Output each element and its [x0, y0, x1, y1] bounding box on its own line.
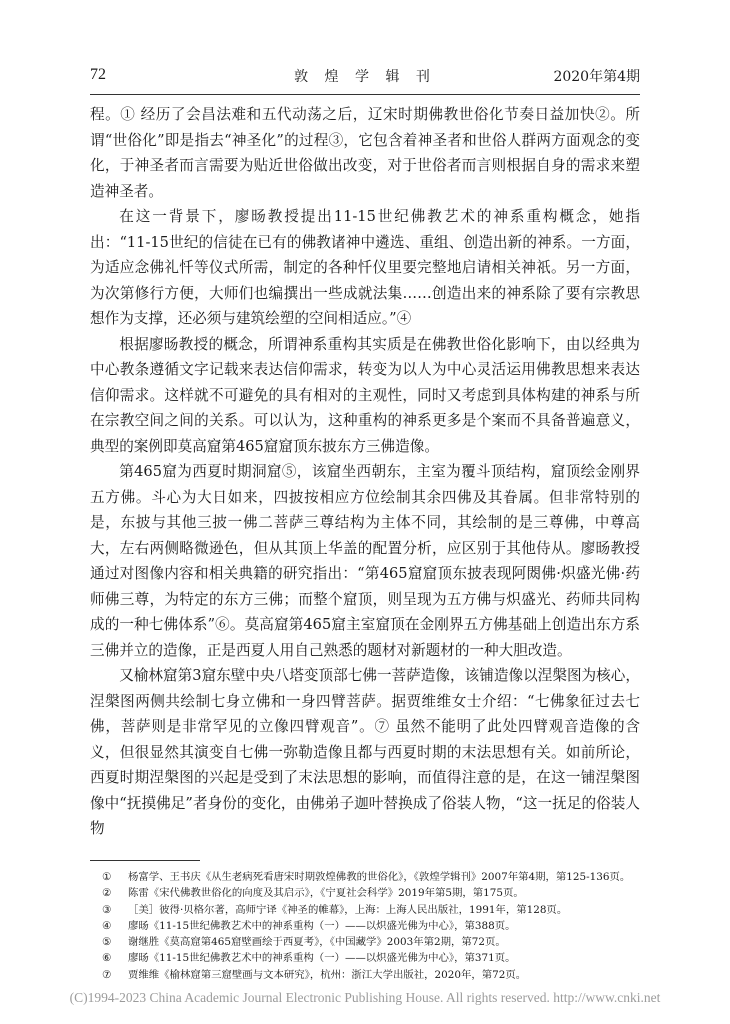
footnote	[90, 869, 640, 885]
footnote-number: ⑤	[102, 936, 112, 949]
paragraph: 在这一背景下，廖旸教授提出11-15世纪佛教艺术的神系重构概念，她指出：“11-15世纪的信徒在已有的佛教诸神中遴选、重组、创造出新的神系。一方面，为适应念佛礼忏等仪式所需，制定的各种忏仪里要完整地启请相关神祇。另一方面，为次第修行方便，大师们也编撰出一些成就法集……创造出来的神系除了要有宗教思想作为支撑，还必须与建筑绘塑的空间相适应。”④	[90, 208, 640, 327]
body-text	[90, 102, 640, 842]
footnote-text: 廖旸《11-15世纪佛教艺术中的神系重构（一）——以炽盛光佛为中心》，第371页。	[128, 952, 516, 965]
journal-title: 敦 煌 学 辑 刊	[294, 69, 436, 85]
copyright-footer: (C)1994-2023 China Academic Journal Electronic Publishing House. All rights reserved. http://www.cnki.net	[69, 990, 661, 1005]
footnote	[90, 934, 640, 950]
footnote-text: 杨富学、王书庆《从生老病死看唐宋时期敦煌佛教的世俗化》，《敦煌学辑刊》2007年第4期，第125-136页。	[128, 871, 631, 883]
footnote-text: 陈雷《宋代佛教世俗化的向度及其启示》，《宁夏社会科学》2019年第5期，第175页。	[128, 887, 524, 900]
issue-label: 2020年第4期	[553, 69, 640, 85]
footnote	[90, 885, 640, 901]
paragraph: 又榆林窟第3窟东壁中央八塔变顶部七佛一菩萨造像，该铺造像以涅槃图为核心，涅槃图两侧共绘制七身立佛和一身四臂菩萨。据贾维维女士介绍：“七佛象征过去七佛，菩萨则是非常罕见的立像四臂观音”。⑦ 虽然不能明了此处四臂观音造像的含义，但很显然其演变自七佛一弥勒造像且都与西夏时期的末法思想有关。如前所论，西夏时期涅槃图的兴起是受到了末法思想的影响，而值得注意的是，在这一铺涅槃图像中“抚摸佛足”者身份的变化，由佛弟子迦叶替换成了俗装人物，“这一抚足的俗装人物	[90, 667, 640, 837]
running-header	[90, 66, 640, 90]
footnote-number: ②	[102, 887, 112, 900]
footnote-number: ①	[102, 871, 112, 883]
page-number: 72	[90, 66, 106, 83]
footnote	[90, 950, 640, 966]
footnote-number: ④	[102, 919, 112, 932]
footnote-text: 贾维维《榆林窟第三窟壁画与文本研究》，杭州：浙江大学出版社，2020年，第72页。	[128, 968, 527, 981]
footnote-rule	[90, 860, 200, 861]
footnote-number: ⑥	[102, 952, 112, 965]
header-rule	[90, 94, 640, 95]
footnote-text: 廖旸《11-15世纪佛教艺术中的神系重构（一）——以炽盛光佛为中心》，第388页。	[128, 919, 516, 932]
paragraph: 第465窟为西夏时期洞窟⑤，该窟坐西朝东，主室为覆斗顶结构，窟顶绘金刚界五方佛。斗心为大日如来，四披按相应方位绘制其余四佛及其眷属。但非常特别的是，东披与其他三披一佛二菩萨三尊结构为主体不同，其绘制的是三尊佛，中尊高大，左右两侧略微逊色，但从其顶上华盖的配置分析，应区别于其他侍从。廖旸教授通过对图像内容和相关典籍的研究指出：“第465窟窟顶东披表现阿閦佛·炽盛光佛·药师佛三尊，为特定的东方三佛；而整个窟顶，则呈现为五方佛与炽盛光、药师共同构成的一种七佛体系”⑥。莫高窟第465窟主室窟顶在金刚界五方佛基础上创造出东方系三佛并立的造像，正是西夏人用自己熟悉的题材对新题材的一种大胆改造。	[90, 463, 640, 659]
footnote-number: ⑦	[102, 968, 112, 981]
footnote	[90, 967, 640, 983]
footnote	[90, 918, 640, 934]
footnote-number: ③	[102, 903, 112, 916]
footnote-text: ［美］彼得·贝格尔著，高师宁译《神圣的帷幕》，上海：上海人民出版社，1991年，第128页。	[128, 903, 568, 916]
footnote	[90, 902, 640, 918]
paragraph: 根据廖旸教授的概念，所谓神系重构其实质是在佛教世俗化影响下，由以经典为中心教条遵循文字记载来表达信仰需求，转变为以人为中心灵活运用佛教思想来表达信仰需求。这样就不可避免的具有相对的主观性，同时又考虑到具体构建的神系与所在宗教空间之间的关系。可以认为，这种重构的神系更多是个案而不具备普遍意义，典型的案例即莫高窟第465窟窟顶东披东方三佛造像。	[90, 335, 640, 455]
paragraph: 程。① 经历了会昌法难和五代动荡之后，辽宋时期佛教世俗化节奏日益加快②。所谓“世俗化”即是指去“神圣化”的过程③，它包含着神圣者和世俗人群两方面观念的变化，于神圣者而言需要为贴近世俗做出改变，对于世俗者而言则根据自身的需求来塑造神圣者。	[90, 106, 640, 200]
footnotes	[90, 869, 640, 983]
footnote-text: 谢继胜《莫高窟第465窟壁画绘于西夏考》，《中国藏学》2003年第2期，第72页。	[128, 936, 506, 949]
